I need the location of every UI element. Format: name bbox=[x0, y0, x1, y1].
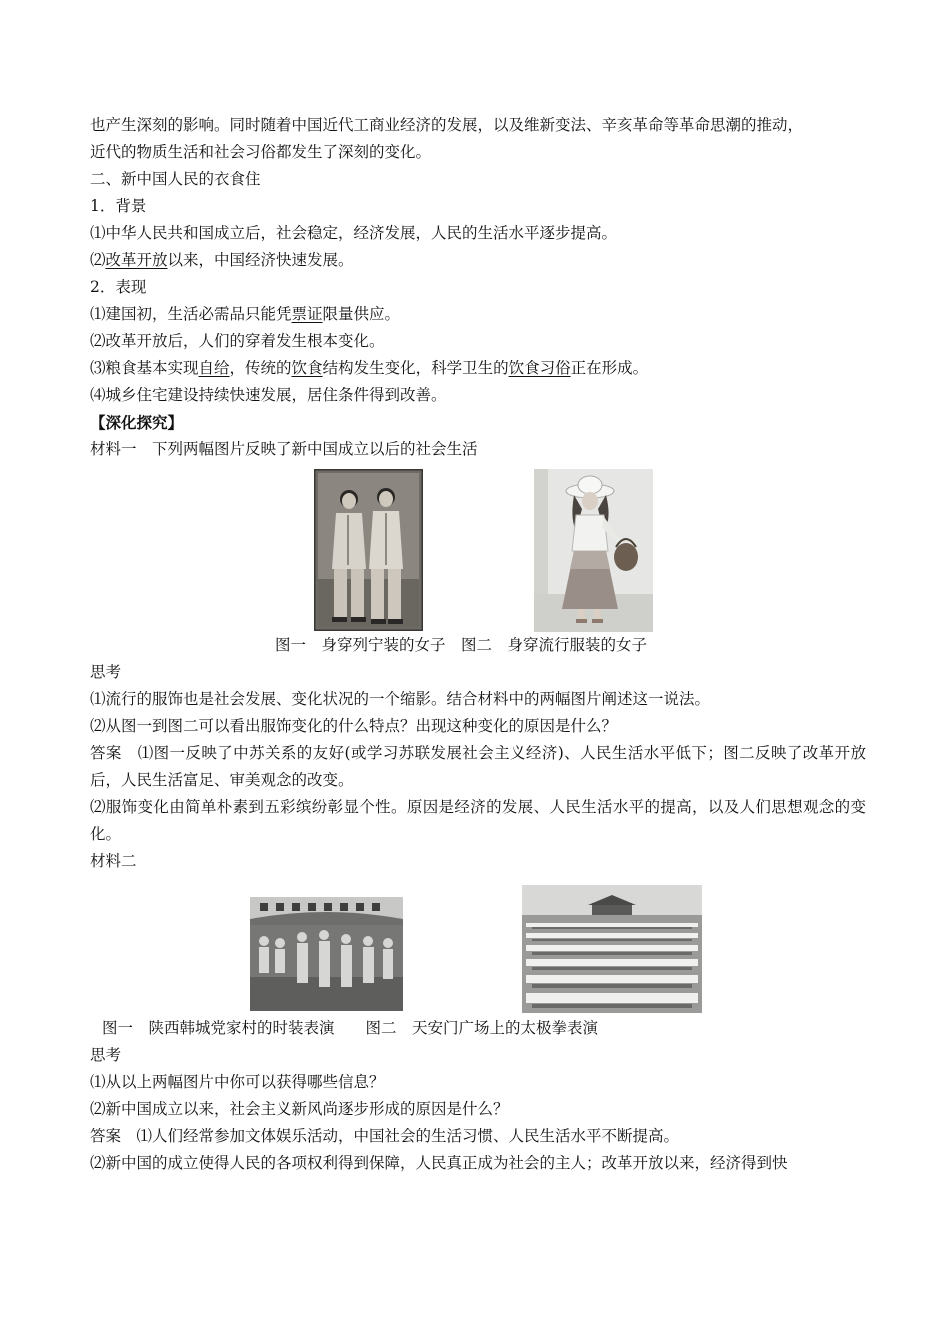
material-2-intro: 材料二 bbox=[90, 852, 137, 870]
answer-3: 答案 ⑴人们经常参加文体娱乐活动，中国社会的生活习惯、人民生活水平不断提高。 bbox=[90, 1127, 680, 1145]
performance-item-4: ⑷城乡住宅建设持续快速发展，居住条件得到改善。 bbox=[90, 386, 447, 404]
performance-item-1 bbox=[90, 301, 866, 328]
text-segment: 正在形成。 bbox=[570, 359, 649, 377]
intro-line-1: 也产生深刻的影响。同时随着中国近代工商业经济的发展，以及维新变法、辛亥革命等革命思潮的推动， bbox=[90, 116, 804, 134]
underlined-term: 自给 bbox=[198, 359, 230, 377]
answer-2: ⑵服饰变化由简单朴素到五彩缤纷彰显个性。原因是经济的发展、人民生活水平的提高，以及人们思想观念的变化。 bbox=[90, 798, 866, 843]
performance-item-3 bbox=[90, 355, 866, 382]
photo-fashion-woman bbox=[534, 469, 653, 632]
photo-tiananmen-taichi-image bbox=[522, 885, 702, 1013]
background-item-2 bbox=[90, 247, 866, 274]
deep-inquiry-heading: 【深化探究】 bbox=[90, 413, 184, 432]
question-4: ⑵新中国成立以来，社会主义新风尚逐步形成的原因是什么？ bbox=[90, 1100, 509, 1118]
photo-lenin-suit-women-image bbox=[314, 469, 423, 631]
underlined-term: 饮食 bbox=[291, 359, 323, 377]
text-segment: 结构发生变化，科学卫生的 bbox=[322, 359, 509, 377]
text-segment: ，传统的 bbox=[229, 359, 292, 377]
performance-heading: 2．表现 bbox=[90, 278, 147, 296]
question-2: ⑵从图一到图二可以看出服饰变化的什么特点？出现这种变化的原因是什么？ bbox=[90, 717, 618, 735]
photo-village-fashion-show-image bbox=[250, 897, 403, 1011]
question-3: ⑴从以上两幅图片中你可以获得哪些信息？ bbox=[90, 1073, 385, 1091]
think-label-2: 思考 bbox=[90, 1046, 122, 1064]
intro-line-2: 近代的物质生活和社会习俗都发生了深刻的变化。 bbox=[90, 143, 432, 161]
background-item-1: ⑴中华人民共和国成立后，社会稳定，经济发展，人民的生活水平逐步提高。 bbox=[90, 224, 618, 242]
photo-tiananmen-taichi bbox=[522, 885, 702, 1013]
text-segment: ⑵ bbox=[90, 251, 106, 269]
section-heading: 二、新中国人民的衣食住 bbox=[90, 170, 261, 188]
think-label-1: 思考 bbox=[90, 663, 122, 681]
material-1-intro: 材料一 下列两幅图片反映了新中国成立以后的社会生活 bbox=[90, 440, 478, 458]
question-1: ⑴流行的服饰也是社会发展、变化状况的一个缩影。结合材料中的两幅图片阐述这一说法。 bbox=[90, 690, 711, 708]
material-1-caption: 图一 身穿列宁装的女子 图二 身穿流行服装的女子 bbox=[275, 636, 648, 654]
performance-item-2: ⑵改革开放后，人们的穿着发生根本变化。 bbox=[90, 332, 385, 350]
material-1-photos bbox=[90, 469, 866, 632]
answer-1: 答案 ⑴图一反映了中苏关系的友好(或学习苏联发展社会主义经济)、人民生活水平低下；图二反映了改革开放后，人民生活富足、审美观念的改变。 bbox=[90, 744, 866, 789]
text-segment: 限量供应。 bbox=[322, 305, 401, 323]
photo-village-fashion-show bbox=[250, 897, 403, 1011]
underlined-term: 改革开放 bbox=[105, 251, 168, 269]
underlined-term: 饮食习俗 bbox=[508, 359, 571, 377]
answer-4: ⑵新中国的成立使得人民的各项权利得到保障，人民真正成为社会的主人；改革开放以来，经济得到快 bbox=[90, 1154, 788, 1172]
underlined-term: 票证 bbox=[291, 305, 323, 323]
background-heading: 1．背景 bbox=[90, 197, 147, 215]
material-2-caption: 图一 陕西韩城党家村的时装表演 图二 天安门广场上的太极拳表演 bbox=[102, 1019, 599, 1037]
text-segment: 以来，中国经济快速发展。 bbox=[167, 251, 354, 269]
document-page bbox=[90, 112, 866, 1177]
text-segment: ⑴建国初，生活必需品只能凭 bbox=[90, 305, 292, 323]
photo-fashion-woman-image bbox=[534, 469, 653, 632]
photo-lenin-suit-women bbox=[314, 469, 423, 631]
material-2-photos bbox=[90, 885, 866, 1015]
text-segment: ⑶粮食基本实现 bbox=[90, 359, 199, 377]
